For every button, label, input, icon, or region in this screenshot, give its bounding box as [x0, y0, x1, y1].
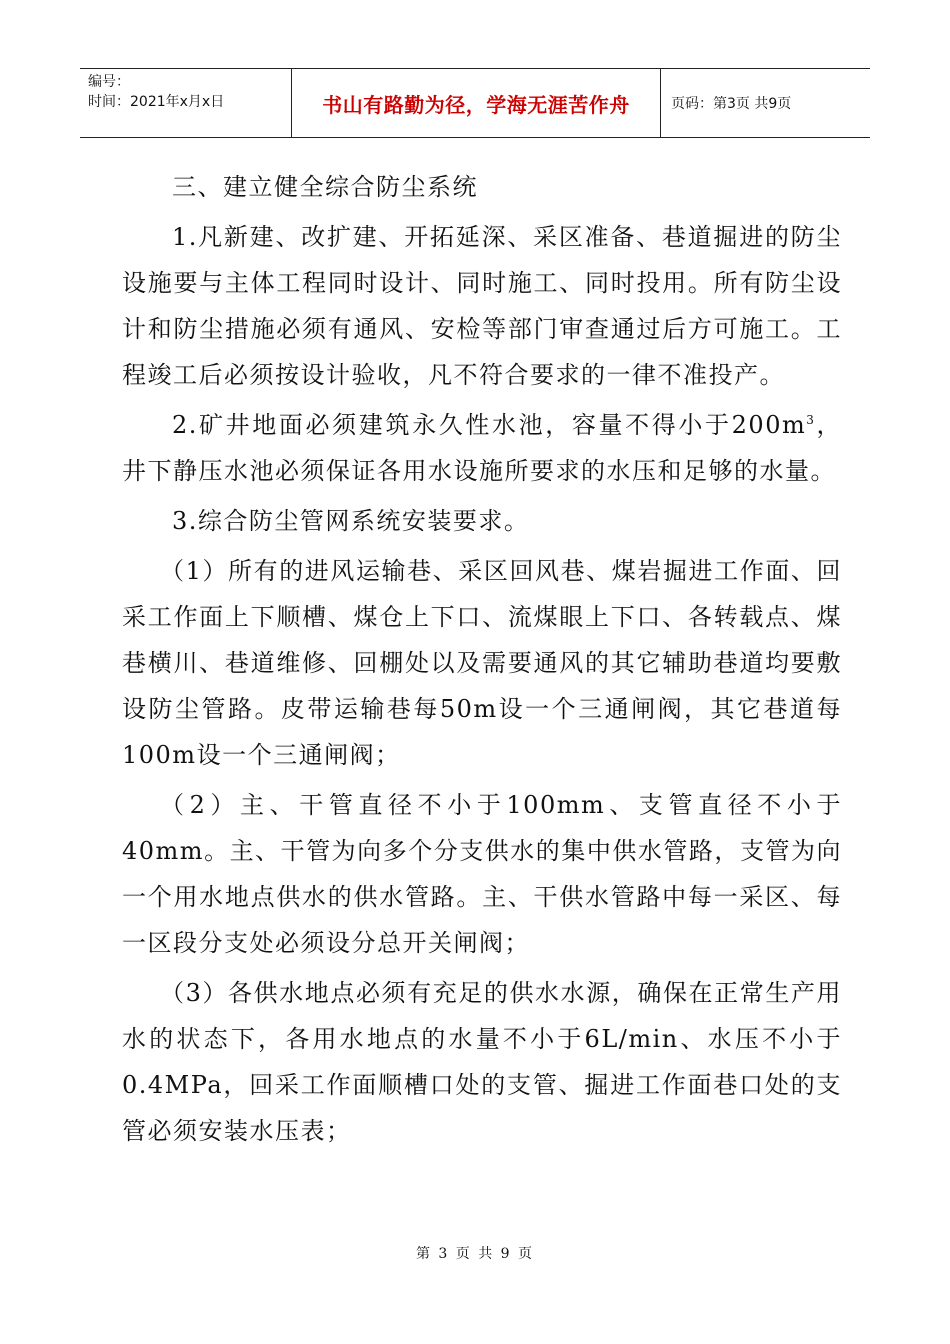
- paragraph-item-3: 3.综合防尘管网系统安装要求。: [172, 507, 530, 535]
- header-slogan: 书山有路勤为径，学海无涯苦作舟: [292, 69, 661, 137]
- section-heading: 三、建立健全综合防尘系统: [172, 173, 478, 201]
- paragraph-sub-1: （1）所有的进风运输巷、采区回风巷、煤岩掘进工作面、回采工作面上下顺槽、煤仓上下口、流煤眼上下口、各转载点、煤巷横川、巷道维修、回棚处以及需要通风的其它辅助巷道均要敷设防尘管路。皮带运输巷每50m设一个三通闸阀，其它巷道每100m设一个三通闸阀；: [122, 557, 842, 769]
- header-page-label: 页码：第3页 共9页: [671, 96, 792, 112]
- paragraph-item-2: [122, 402, 842, 494]
- item2-superscript: 3: [806, 413, 816, 427]
- document-number-label: 编号：: [88, 74, 130, 90]
- page-header: [80, 68, 870, 138]
- paragraph-item-1: 1.凡新建、改扩建、开拓延深、采区准备、巷道掘进的防尘设施要与主体工程同时设计、同时施工、同时投用。所有防尘设计和防尘措施必须有通风、安检等部门审查通过后方可施工。工程竣工后必须按设计验收，凡不符合要求的一律不准投产。: [122, 223, 842, 389]
- document-time-label: 时间：2021年x月x日: [88, 94, 225, 110]
- document-body: [122, 164, 842, 1158]
- paragraph-sub-2: （2）主、干管直径不小于100mm、支管直径不小于40mm。主、干管为向多个分支供水的集中供水管路，支管为向一个用水地点供水的供水管路。主、干供水管路中每一采区、每一区段分支处必须设分总开关闸阀；: [122, 791, 842, 957]
- page-footer: 第 3 页 共 9 页: [415, 1246, 535, 1262]
- header-meta: [80, 69, 292, 137]
- paragraph-sub-3: （3）各供水地点必须有充足的供水水源，确保在正常生产用水的状态下，各用水地点的水量不小于6L/min、水压不小于0.4MPa，回采工作面顺槽口处的支管、掘进工作面巷口处的支管必须安装水压表；: [122, 979, 842, 1145]
- item2-text-b: ，井下静压水池必须保证各用水设施所要求的水压和足够的水量。: [122, 411, 843, 485]
- item2-text-a: 2.矿井地面必须建筑永久性水池，容量不得小于200m: [172, 411, 807, 439]
